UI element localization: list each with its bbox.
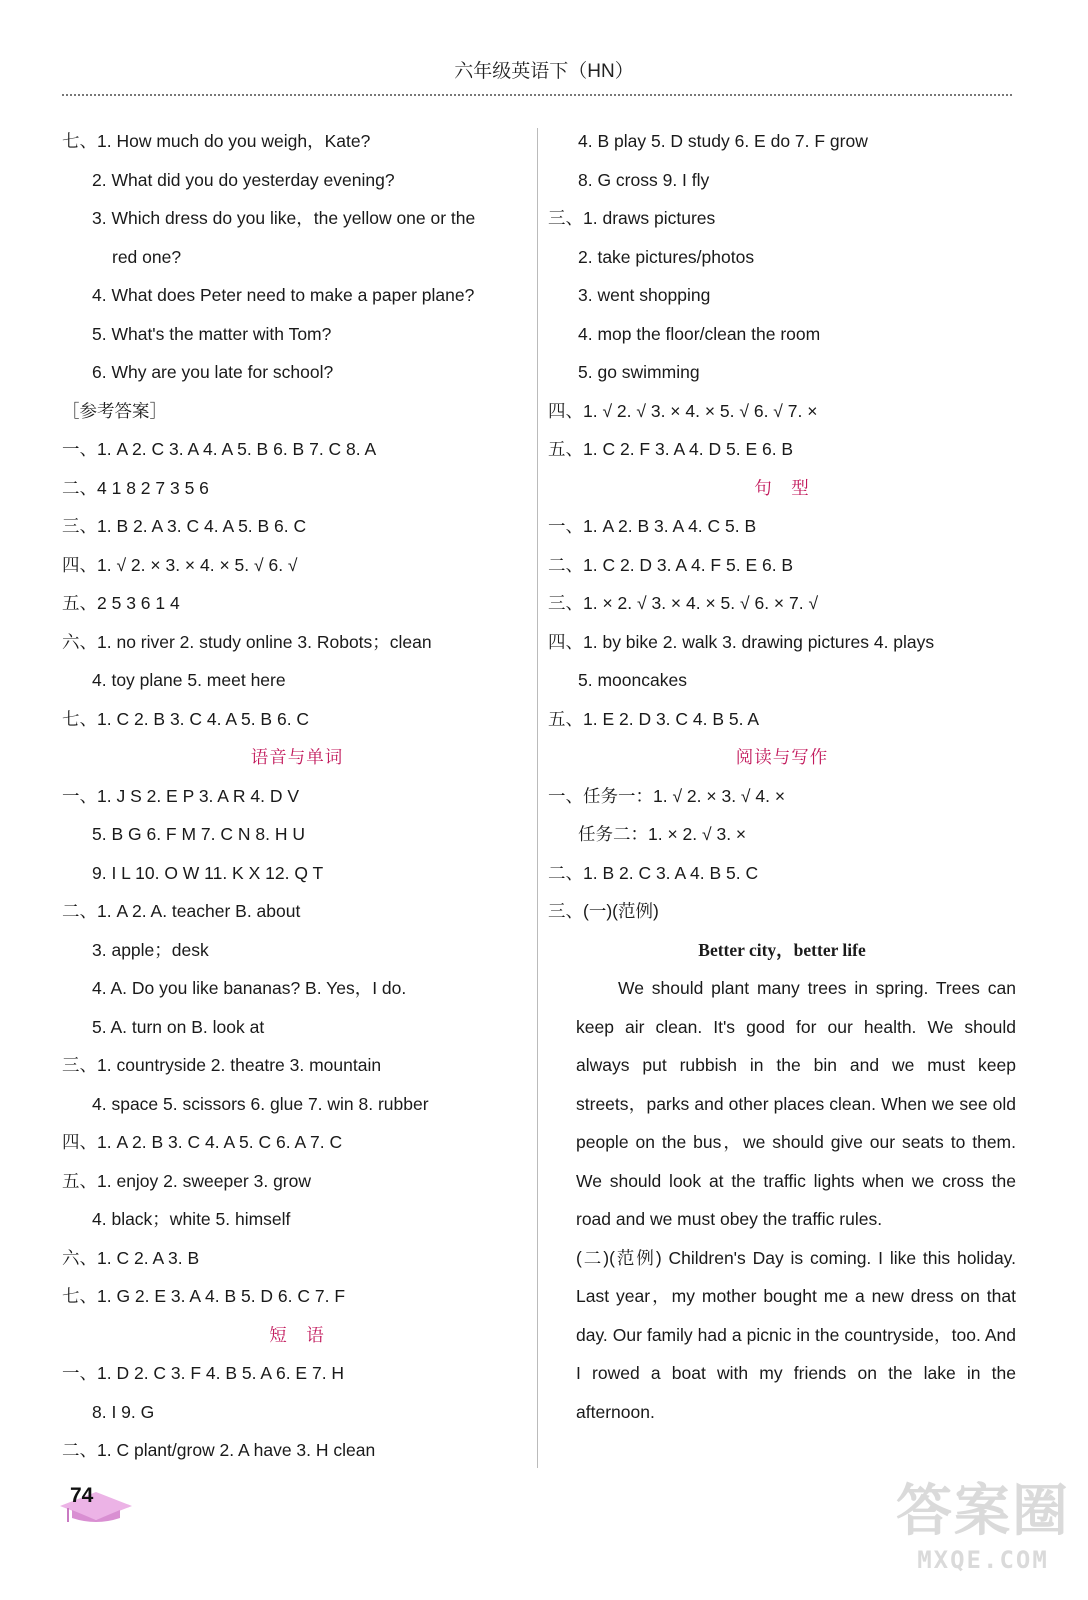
answer-line: 8. G cross 9. I fly: [578, 169, 710, 190]
answer-line: ［参考答案］: [62, 400, 167, 421]
section-heading: 句 型: [754, 477, 810, 498]
left-column: [62, 122, 532, 1470]
page-header: 六年级英语下（HN）: [454, 61, 634, 82]
answer-line: 五、1. E 2. D 3. C 4. B 5. A: [548, 708, 760, 729]
answer-line: 五、1. C 2. F 3. A 4. D 5. E 6. B: [548, 439, 794, 459]
answer-line: 一、1. A 2. B 3. A 4. C 5. B: [548, 516, 757, 536]
answer-line: 任务二：1. × 2. √ 3. ×: [578, 824, 747, 844]
right-column: [548, 122, 1016, 1431]
answer-line: 三、1. countryside 2. theatre 3. mountain: [62, 1055, 382, 1075]
answer-line: 5. A. turn on B. look at: [92, 1016, 265, 1037]
answer-line: 二、1. C plant/grow 2. A have 3. H clean: [62, 1440, 376, 1460]
answer-line: 五、2 5 3 6 1 4: [62, 593, 180, 613]
essay-two-text: Children's Day is coming. I like this holiday. Last year，my mother bought me a new dress on that day. Our family had a picnic in the countryside，too. And I rowed a boat with my friends on the lake in the afternoon.: [576, 1247, 1016, 1422]
answer-line: 2. take pictures/photos: [578, 246, 755, 267]
watermark-top: 答案圈: [896, 1479, 1070, 1544]
answer-line: 4. black；white 5. himself: [92, 1209, 291, 1229]
answer-line: 3. Which dress do you like，the yellow one or the: [92, 208, 476, 228]
essay-two: [548, 1239, 1016, 1432]
essay-two-label: (二)(范例): [576, 1247, 662, 1268]
section-heading: 语音与单词: [250, 747, 344, 767]
essay-one-text: We should plant many trees in spring. Trees can keep air clean. It's good for our health. We should always put rubbish in the bin and we must keep streets，parks and other places clean. When we see old people on the bus，we should give our seats to them. We should look at the traffic lights when we cross the road and we must obey the traffic rules.: [576, 978, 1016, 1229]
answer-line: 9. I L 10. O W 11. K X 12. Q T: [92, 862, 324, 883]
answer-line: 二、1. B 2. C 3. A 4. B 5. C: [548, 862, 759, 883]
answer-line: 3. apple；desk: [92, 939, 209, 960]
answer-line: 二、4 1 8 2 7 3 5 6: [62, 477, 209, 498]
essay-title: Better city，better life: [698, 939, 866, 960]
answer-line: 四、1. A 2. B 3. C 4. A 5. C 6. A 7. C: [62, 1132, 343, 1152]
answer-line: 6. Why are you late for school?: [92, 362, 334, 382]
answer-line: 4. A. Do you like bananas? B. Yes，I do.: [92, 978, 407, 998]
answer-line: 四、1. √ 2. √ 3. × 4. × 5. √ 6. √ 7. ×: [548, 400, 818, 421]
answer-line: 5. mooncakes: [578, 670, 687, 690]
answer-line: 4. What does Peter need to make a paper plane?: [92, 285, 475, 305]
answer-line: 一、1. J S 2. E P 3. A R 4. D V: [62, 785, 300, 806]
answer-line: 4. mop the floor/clean the room: [578, 323, 821, 344]
answer-line: 六、1. C 2. A 3. B: [62, 1247, 200, 1268]
section-heading: 阅读与写作: [735, 747, 829, 767]
answer-line: red one?: [112, 246, 182, 267]
answer-line: 一、任务一：1. √ 2. × 3. √ 4. ×: [548, 785, 786, 806]
answer-line: 七、1. G 2. E 3. A 4. B 5. D 6. C 7. F: [62, 1286, 346, 1306]
answer-line: 2. What did you do yesterday evening?: [92, 169, 395, 190]
answer-line: 二、1. C 2. D 3. A 4. F 5. E 6. B: [548, 554, 794, 575]
answer-line: 8. I 9. G: [92, 1401, 155, 1422]
answer-line: 一、1. A 2. C 3. A 4. A 5. B 6. B 7. C 8. A: [62, 439, 377, 459]
page-number: 74: [70, 1484, 94, 1507]
answer-line: 六、1. no river 2. study online 3. Robots；clean: [62, 631, 432, 652]
answer-line: 四、1. by bike 2. walk 3. drawing pictures 4. plays: [548, 631, 935, 652]
answer-line: 5. B G 6. F M 7. C N 8. H U: [92, 824, 305, 844]
answer-line: 三、(一)(范例): [548, 901, 659, 921]
header-dotted-rule: [62, 94, 1012, 96]
answer-line: 七、1. How much do you weigh，Kate?: [62, 131, 371, 151]
watermark-logo: [888, 1478, 1078, 1588]
answer-line: 5. go swimming: [578, 362, 700, 382]
answer-line: 三、1. × 2. √ 3. × 4. × 5. √ 6. × 7. √: [548, 593, 819, 613]
answer-line: 4. space 5. scissors 6. glue 7. win 8. rubber: [92, 1093, 429, 1114]
answer-line: 三、1. B 2. A 3. C 4. A 5. B 6. C: [62, 516, 307, 536]
answer-line: 五、1. enjoy 2. sweeper 3. grow: [62, 1170, 312, 1191]
column-divider: [537, 128, 538, 1468]
answer-line: 四、1. √ 2. × 3. × 4. × 5. √ 6. √: [62, 554, 298, 575]
answer-line: 4. toy plane 5. meet here: [92, 670, 286, 690]
answer-line: 一、1. D 2. C 3. F 4. B 5. A 6. E 7. H: [62, 1363, 345, 1383]
answer-line: 4. B play 5. D study 6. E do 7. F grow: [578, 131, 868, 151]
section-heading: 短 语: [269, 1324, 325, 1345]
answer-line: 3. went shopping: [578, 285, 711, 305]
answer-line: 三、1. draws pictures: [548, 208, 716, 228]
answer-line: 5. What's the matter with Tom?: [92, 323, 332, 344]
answer-line: 七、1. C 2. B 3. C 4. A 5. B 6. C: [62, 708, 310, 729]
answer-line: 二、1. A 2. A. teacher B. about: [62, 901, 301, 921]
watermark-bottom: MXQE.COM: [917, 1546, 1049, 1574]
